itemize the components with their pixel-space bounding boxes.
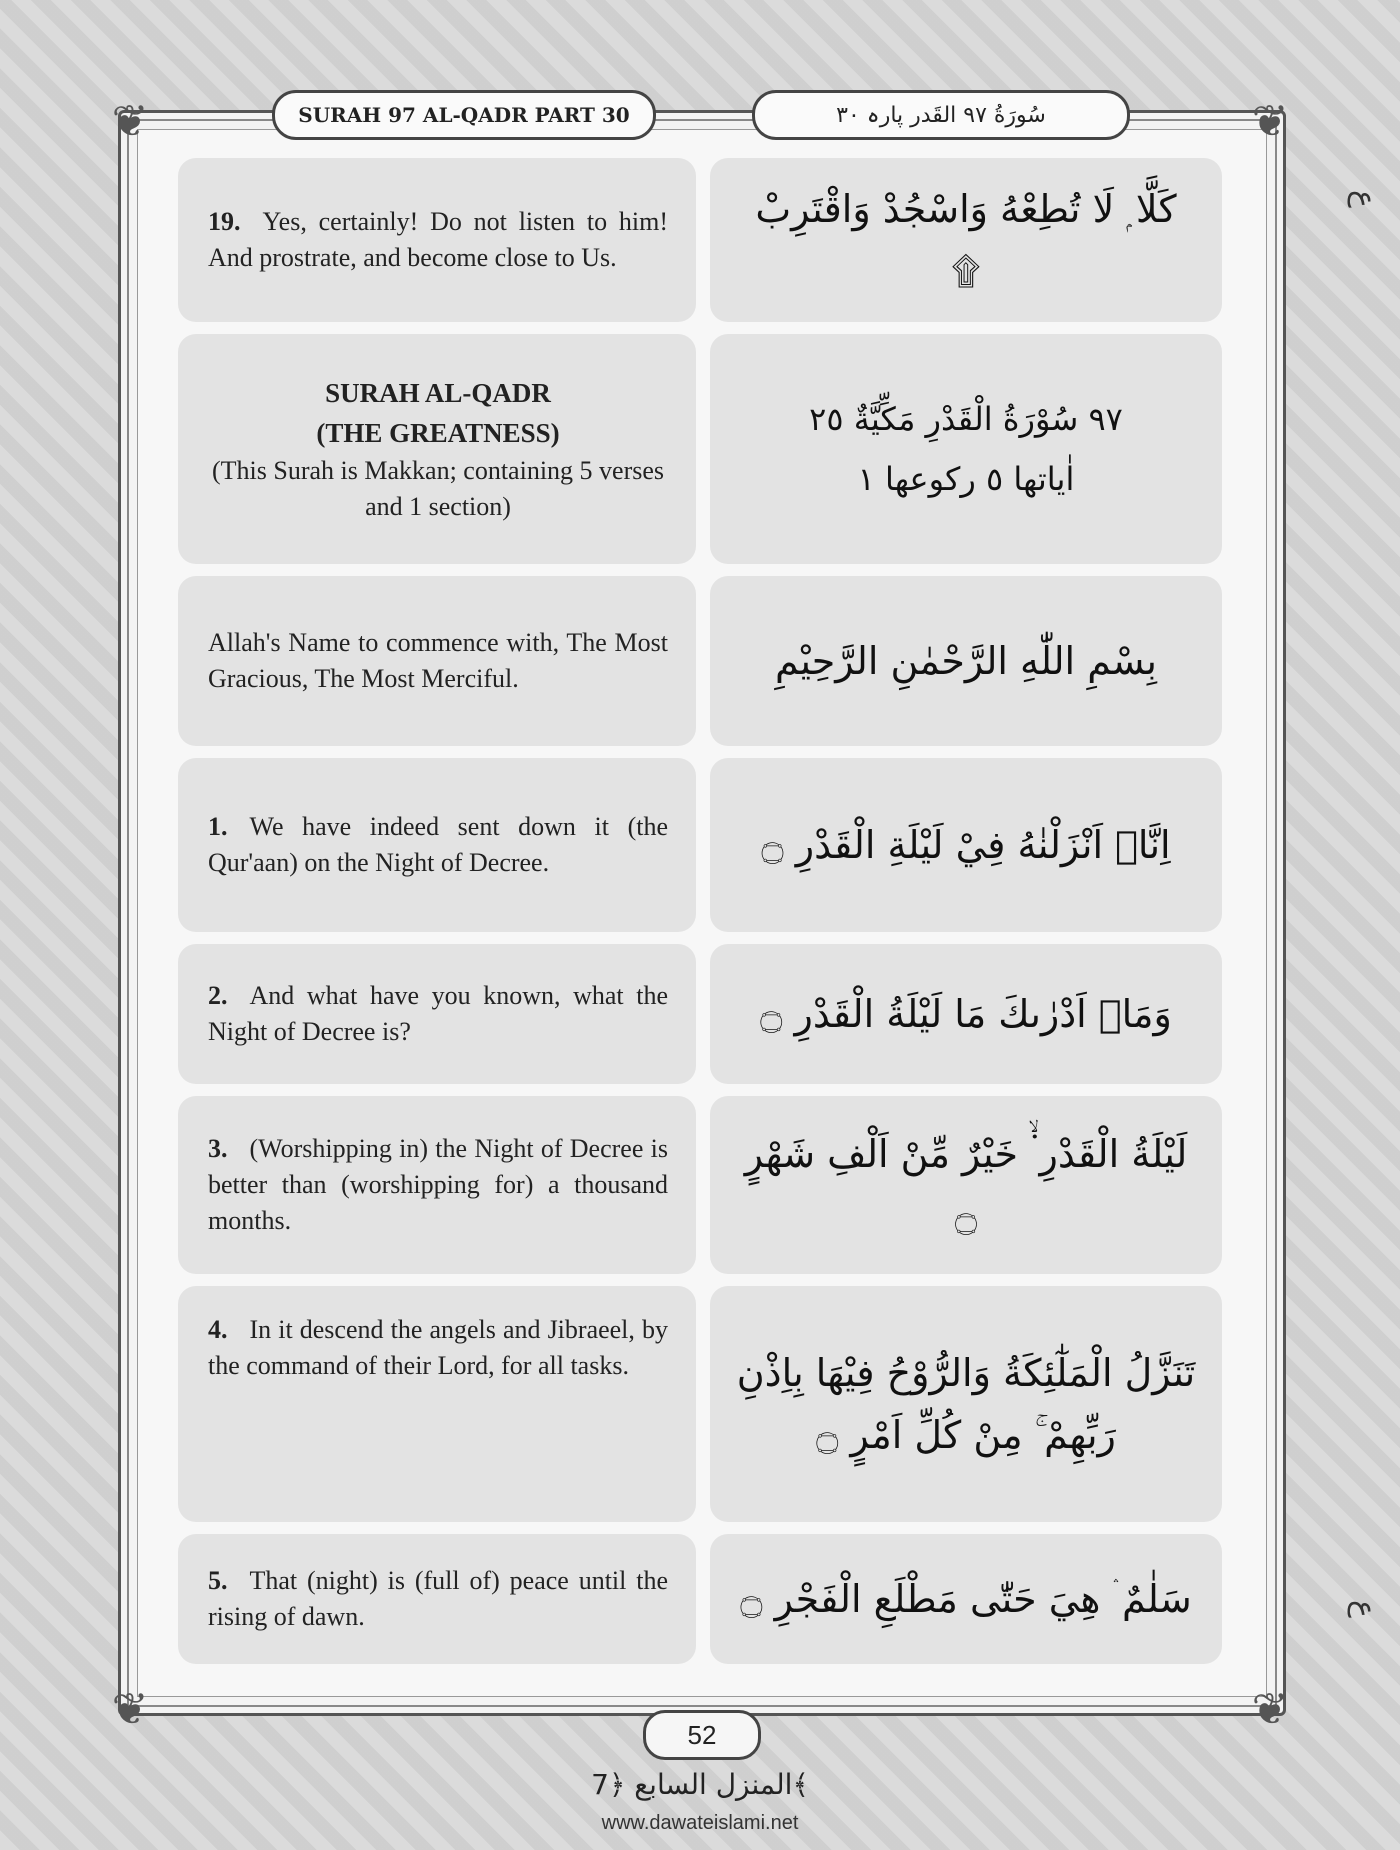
- arabic-text: بِسْمِ اللّٰهِ الرَّحْمٰنِ الرَّحِيْمِ: [775, 639, 1157, 683]
- translation-text: That (night) is (full of) peace until the rising of dawn.: [208, 1566, 668, 1631]
- arabic-text: سَلٰمٌ ۛ هِيَ حَتّٰى مَطْلَعِ الْفَجْرِ ۝: [740, 1577, 1192, 1621]
- arabic-surah-title: ٩٧ سُوْرَةُ الْقَدْرِ مَكِّيَّةٌ ٢٥: [809, 400, 1123, 438]
- corner-ornament-icon: ❦: [1251, 96, 1289, 147]
- arabic-cell: [710, 758, 1222, 932]
- corner-ornament-icon: ❦: [111, 1684, 149, 1735]
- corner-ornament-icon: ❦: [1251, 1684, 1289, 1735]
- translation-text: And what have you known, what the Night of Decree is?: [208, 981, 668, 1046]
- corner-ornament-icon: ❦: [111, 96, 149, 147]
- translation-text: (Worshipping in) the Night of Decree is better than (worshipping for) a thousand months.: [208, 1134, 668, 1235]
- arabic-text: لَيْلَةُ الْقَدْرِ ۬ۙ خَيْرٌ مِّنْ اَلْفِ شَهْرٍ ۝: [744, 1132, 1188, 1238]
- arabic-title-cell: [710, 334, 1222, 564]
- arabic-text: اِنَّاۤ اَنْزَلْنٰهُ فِيْ لَيْلَةِ الْقَدْرِ ۝: [761, 823, 1171, 867]
- translation-text: Allah's Name to commence with, The Most Gracious, The Most Merciful.: [208, 628, 668, 693]
- surah-title-cell: [178, 334, 696, 564]
- surah-title: SURAH AL-QADR: [325, 378, 551, 408]
- ruku-margin-mark: ع: [1347, 190, 1382, 208]
- translation-cell: [178, 1534, 696, 1664]
- translation-text: We have indeed sent down it (the Qur'aan) on the Night of Decree.: [208, 812, 668, 877]
- table-row: [178, 758, 1222, 932]
- arabic-text: كَلَّا ۭ لَا تُطِعْهُ وَاسْجُدْ وَاقْتَرِبْ ۩: [755, 187, 1177, 293]
- arabic-cell: [710, 1534, 1222, 1664]
- table-row: [178, 576, 1222, 746]
- page-number: 52: [643, 1710, 761, 1760]
- table-row: [178, 1286, 1222, 1522]
- verse-number: 19.: [208, 207, 241, 236]
- table-row: [178, 1534, 1222, 1664]
- table-row: [178, 944, 1222, 1084]
- surah-subtitle: (THE GREATNESS): [316, 418, 560, 448]
- verse-table: [178, 158, 1222, 1676]
- translation-cell: [178, 1096, 696, 1274]
- surah-info: (This Surah is Makkan; containing 5 verses and 1 section): [211, 456, 665, 521]
- translation-cell: [178, 944, 696, 1084]
- website-link[interactable]: www.dawateislami.net: [601, 1812, 799, 1834]
- translation-cell: [178, 576, 696, 746]
- arabic-text: وَمَاۤ اَدْرٰىكَ مَا لَيْلَةُ الْقَدْرِ ۝: [760, 992, 1172, 1036]
- header-title-english: SURAH 97 AL-QADR PART 30: [272, 90, 656, 140]
- verse-number: 1.: [208, 812, 228, 841]
- translation-cell: [178, 1286, 696, 1522]
- manzil-label: المنزل السابع ﴿7﴾: [591, 1768, 809, 1801]
- arabic-cell: [710, 1096, 1222, 1274]
- verse-number: 2.: [208, 981, 228, 1010]
- verse-number: 4.: [208, 1315, 228, 1344]
- verse-number: 3.: [208, 1134, 228, 1163]
- translation-text: In it descend the angels and Jibraeel, by the command of their Lord, for all tasks.: [208, 1315, 668, 1380]
- table-row: [178, 334, 1222, 564]
- translation-cell: [178, 758, 696, 932]
- arabic-cell: [710, 576, 1222, 746]
- arabic-cell: [710, 944, 1222, 1084]
- header-title-arabic: سُورَةُ ٩٧ القَدر پارہ ٣٠: [752, 90, 1130, 140]
- verse-number: 5.: [208, 1566, 228, 1595]
- arabic-cell: [710, 158, 1222, 322]
- table-row: [178, 1096, 1222, 1274]
- arabic-text: تَنَزَّلُ الْمَلٰٓئِكَةُ وَالرُّوْحُ فِيْهَا بِاِذْنِ رَبِّهِمْ ۚ مِنْ كُلِّ اَمْرٍ ۝: [736, 1351, 1196, 1457]
- table-row: [178, 158, 1222, 322]
- translation-cell: [178, 158, 696, 322]
- arabic-cell: [710, 1286, 1222, 1522]
- translation-text: Yes, certainly! Do not listen to him! And prostrate, and become close to Us.: [208, 207, 668, 272]
- ruku-margin-mark: ع: [1347, 1600, 1382, 1618]
- arabic-surah-info: اٰياتها ٥ رکوعها ١: [857, 460, 1075, 498]
